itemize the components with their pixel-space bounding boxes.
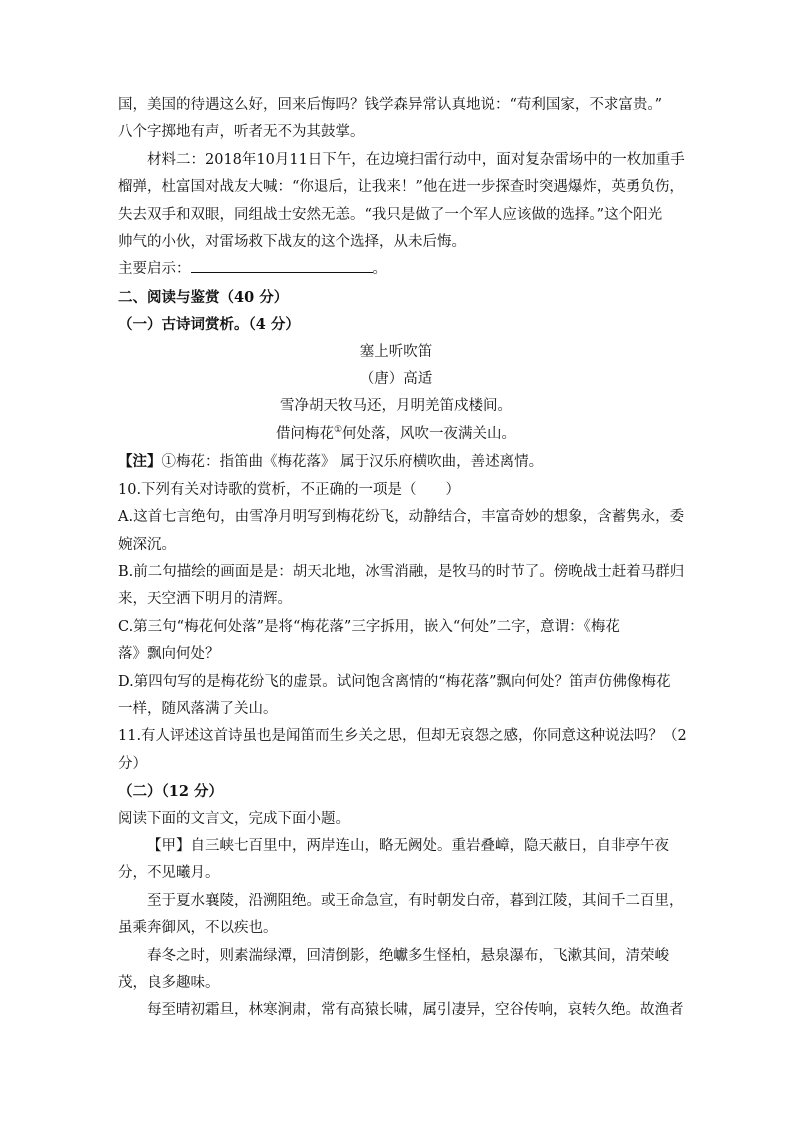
question-11-cont: 分）: [118, 755, 147, 772]
passage-line: 【甲】自三峡七百里中，两岸连山，略无阙处。重岩叠嶂，隐天蔽日，自非亭午夜: [147, 837, 669, 854]
passage-line: 每至晴初霜旦，林寒涧肃，常有高猿长啸，属引凄异，空谷传响，哀转久绝。故渔者: [147, 1002, 684, 1019]
poem-title: 塞上听吹笛: [359, 343, 433, 360]
option-d: D.第四句写的是梅花纷飞的虚景。试问饱含离情的“梅花落”飘向何处？笛声仿佛像梅花: [118, 673, 671, 690]
question-11: 11.有人评述这首诗虽也是闻笛而生乡关之思，但却无哀怨之感，你同意这种说法吗？（2: [118, 728, 687, 745]
text-line: 材料二：2018年10月11日下午，在边境扫雷行动中，面对复杂雷场中的一枚加重手: [147, 151, 685, 168]
poem-line-part: 借问梅花: [275, 425, 334, 442]
answer-label: 主要启示：: [118, 261, 191, 278]
poem-author: （唐）高适: [359, 371, 433, 388]
option-c: C.第三句“梅花何处落”是将“梅花落”三字拆用，嵌入“何处”二字，意谓：《梅花: [118, 618, 620, 635]
answer-line: [118, 256, 674, 283]
passage-line: 茂，良多趣味。: [118, 975, 220, 991]
footnote-marker: ①: [333, 425, 343, 436]
answer-end: 。: [372, 261, 387, 278]
section-heading: 二、阅读与鉴赏（40 分）: [118, 288, 289, 306]
passage-line: 分，不见曦月。: [118, 865, 220, 882]
answer-blank[interactable]: [191, 258, 373, 273]
note-text: ①梅花：指笛曲《梅花落》 属于汉乐府横吹曲，善述离情。: [161, 454, 544, 471]
subsection-heading: （二）（12 分）: [118, 783, 223, 801]
poem-note: [118, 448, 674, 476]
note-label: 【注】: [118, 453, 162, 471]
text-line: 八个字掷地有声，听者无不为其鼓掌。: [118, 124, 365, 141]
poem-line: 雪净胡天牧马还，月明羌笛戍楼间。: [280, 398, 512, 415]
subsection-heading: （一）古诗词赏析。（4 分）: [118, 316, 300, 334]
option-a-cont: 婉深沉。: [118, 536, 176, 553]
poem-line-part: 何处落，风吹一夜满关山。: [342, 425, 517, 442]
passage-line: 春冬之时，则素湍绿潭，回清倒影，绝巘多生怪柏，悬泉瀑布，飞漱其间，清荣峻: [147, 947, 669, 964]
option-b-cont: 来，天空洒下明月的清辉。: [118, 591, 292, 608]
passage-line: 虽乘奔御风，不以疾也。: [118, 920, 278, 937]
text-line: 国，美国的待遇这么好，回来后悔吗？钱学森异常认真地说：“苟利国家，不求富贵。”: [118, 97, 663, 113]
question-10: 10.下列有关对诗歌的赏析，不正确的一项是（ ）: [118, 481, 461, 498]
instruction: 阅读下面的文言文，完成下面小题。: [118, 810, 350, 827]
option-b: B.前二句描绘的画面是是：胡天北地，冰雪消融，是牧马的时节了。傍晚战士赶着马群归: [118, 563, 685, 580]
text-line: 帅气的小伙，对雷场救下战友的这个选择，从未后悔。: [118, 234, 466, 251]
passage-line: 至于夏水襄陵，沿溯阻绝。或王命急宣，有时朝发白帝，暮到江陵，其间千二百里，: [147, 892, 684, 909]
text-line: 榴弹，杜富国对战友大喊：“你退后，让我来！”他在进一步探查时突遇爆炸，英勇负伤，: [118, 179, 684, 196]
poem-line: [118, 421, 674, 448]
option-a: A.这首七言绝句，由雪净月明写到梅花纷飞，动静结合，丰富奇妙的想象，含蓄隽永，委: [118, 509, 685, 526]
option-d-cont: 一样，随风落满了关山。: [118, 700, 278, 717]
option-c-cont: 落》飘向何处？: [118, 646, 220, 663]
text-line: 失去双手和双眼，同组战士安然无恙。“我只是做了一个军人应该做的选择。”这个阳光: [118, 206, 663, 223]
